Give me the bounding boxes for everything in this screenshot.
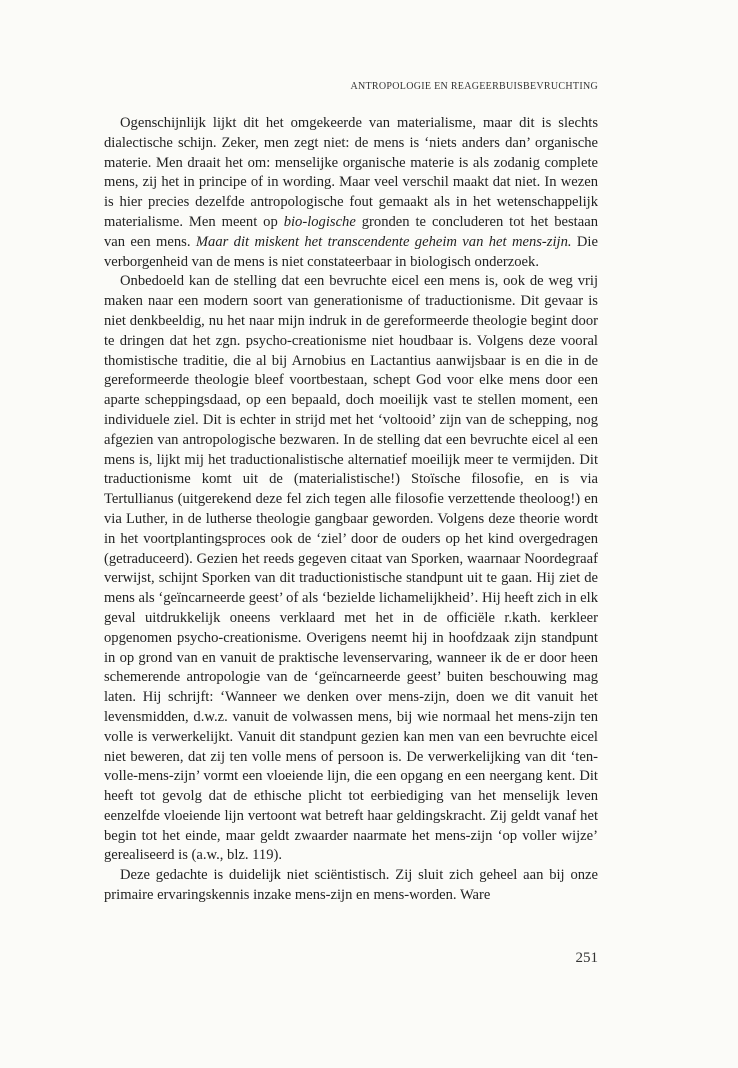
body-text — [104, 114, 598, 906]
paragraph-1 — [104, 114, 598, 272]
italic-segment: Maar dit miskent het transcendente geheim van het mens-zijn. — [195, 233, 572, 250]
text-segment: Ogenschijnlijk lijkt dit het omgekeerde van materialisme, maar dit is slechts dialectische schijn. Zeker, men zegt niet: de mens is ‘niets anders dan’ organische materie. Men draait het om: menselijke organische materie is als zodanig complete mens, zij het in principe of in wording. Maar veel verschil maakt dat niet. In wezen is hier precies dezelfde antropologische fout gemaakt als in het wetenschappelijk materialisme. Men meent op — [104, 115, 598, 230]
paragraph-2 — [104, 272, 598, 866]
italic-segment: bio-logische — [283, 213, 356, 230]
text-segment: Onbedoeld kan de stelling dat een bevruchte eicel een mens is, ook de weg vrij maken naar een modern soort van generationisme of traductionisme. Dit gevaar is niet denkbeeldig, nu het naar mijn indruk in de gereformeerde theologie begint door te dringen dat het zgn. psycho-creationisme niet houdbaar is. Volgens deze vooral thomistische traditie, die al bij Arnobius en Lactantius aanwijsbaar is en die in de gereformeerde theologie bleef voortbestaan, schept God voor elke mens door een aparte scheppingsdaad, op een bepaald, doch moeilijk vast te stellen moment, een individuele ziel. Dit is echter in strijd met het ‘voltooid’ zijn van de schepping, nog afgezien van antropologische bezwaren. In de stelling dat een bevruchte eicel al een mens is, lijkt mij het traductionalistische alternatief moeilijk meer te vermijden. Dit traductionisme komt uit de (materialistische!) Stoïsche filosofie, en is via Tertullianus (uitgerekend deze fel zich tegen alle filosofie verzettende theoloog!) en via Luther, in de lutherse theologie gangbaar geworden. Volgens deze theorie wordt in het voortplantingsproces ook de ‘ziel’ door de ouders op het kind overgedragen (getraduceerd). Gezien het reeds gegeven citaat van Sporken, waarnaar Noordegraaf verwijst, schijnt Sporken van dit traductionistische standpunt uit te gaan. Hij ziet de mens als ‘geïncarneerde geest’ of als ‘bezielde lichamelijkheid’. Hij heeft zich in elk geval uitdrukkelijk oneens verklaard met het in de officiële r.kath. kerkleer opgenomen psycho-creationisme. Overigens neemt hij in hoofdzaak zijn standpunt in op grond van en vanuit de praktische levenservaring, wanneer ik de er door heen schemerende antropologie van de ‘geïncarneerde geest’ buiten beschouwing mag laten. Hij schrijft: ‘Wanneer we denken over mens-zijn, doen we dit vanuit het levensmidden, d.w.z. vanuit de volwassen mens, bij wie normaal het mens-zijn ten volle is verwerkelijkt. Vanuit dit standpunt gezien kan men van een bevruchte eicel niet beweren, dat zij ten volle mens of persoon is. De verwerkelijking van dit ‘ten-volle-mens-zijn’ vormt een vloeiende lijn, die een opgang en een neergang kent. Dit heeft tot gevolg dat de ethische plicht tot eerbiediging van het menselijk leven eenzelfde vloeiende lijn vertoont wat betreft haar geldingskracht. Zij geldt vanaf het begin tot het einde, maar geldt zwaarder naarmate het mens-zijn ‘op voller wijze’ gerealiseerd is (a.w., blz. 119). — [104, 273, 598, 864]
running-header: ANTROPOLOGIE EN REAGEERBUISBEVRUCHTING — [350, 81, 598, 92]
paragraph-3 — [104, 866, 598, 906]
page-number: 251 — [575, 950, 598, 966]
text-segment: Die verborgenheid van de mens is niet constateerbaar in biologisch onderzoek. — [104, 233, 598, 270]
text-segment: gronden te concluderen tot het bestaan van een mens. — [104, 213, 598, 250]
text-segment: Deze gedachte is duidelijk niet sciëntistisch. Zij sluit zich geheel aan bij onze primaire ervaringskennis inzake mens-zijn en mens-worden. Ware — [104, 867, 598, 904]
